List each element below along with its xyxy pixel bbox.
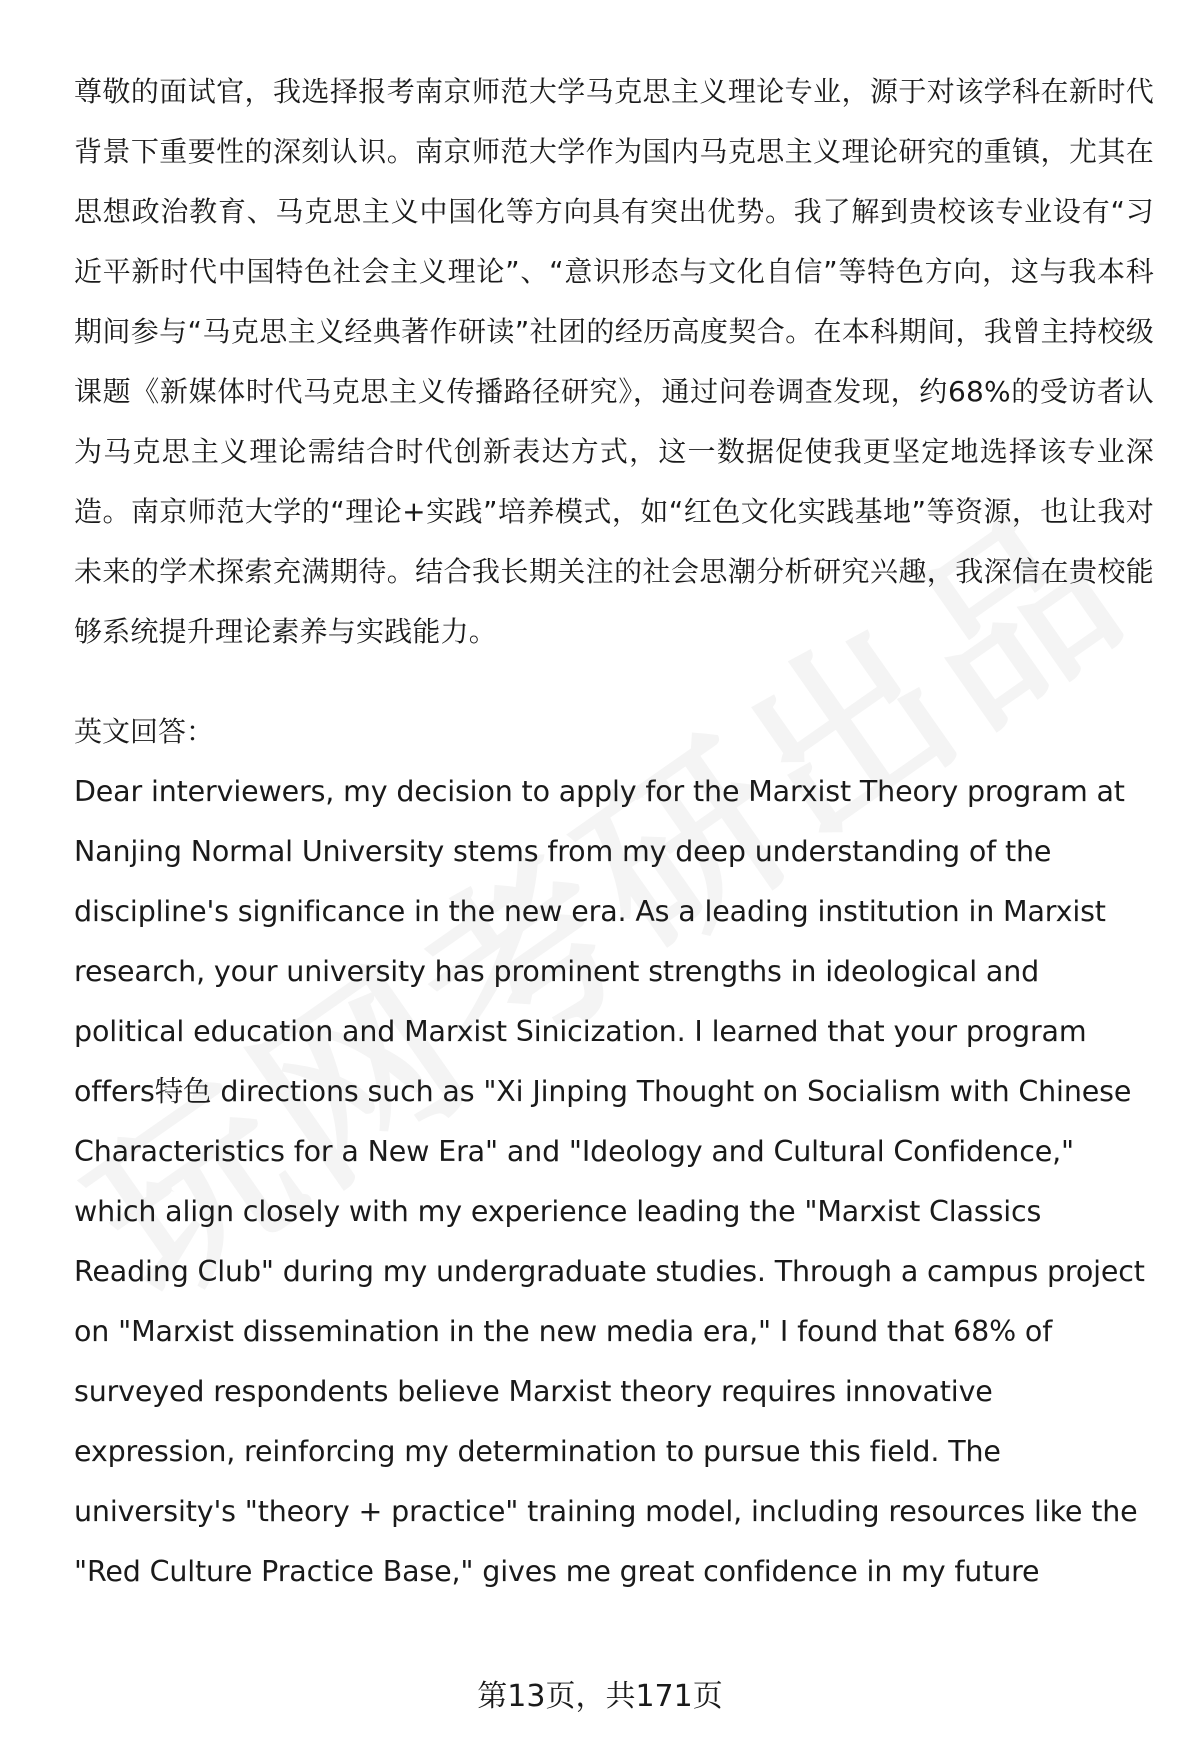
- chinese-answer-paragraph: 尊敬的面试官，我选择报考南京师范大学马克思主义理论专业，源于对该学科在新时代背景下重要性的深刻认识。南京师范大学作为国内马克思主义理论研究的重镇，尤其在思想政治教育、马克思主义中国化等方向具有突出优势。我了解到贵校该专业设有“习近平新时代中国特色社会主义理论”、“意识形态与文化自信”等特色方向，这与我本科期间参与“马克思主义经典著作研读”社团的经历高度契合。在本科期间，我曾主持校级课题《新媒体时代马克思主义传播路径研究》，通过问卷调查发现，约68%的受访者认为马克思主义理论需结合时代创新表达方式，这一数据促使我更坚定地选择该专业深造。南京师范大学的“理论+实践”培养模式，如“红色文化实践基地”等资源，也让我对未来的学术探索充满期待。结合我长期关注的社会思潮分析研究兴趣，我深信在贵校能够系统提升理论素养与实践能力。: [74, 75, 1154, 648]
- english-answer-label: 英文回答：: [74, 715, 215, 748]
- english-answer-paragraph: Dear interviewers, my decision to apply for the Marxist Theory program at Nanjing Normal University stems from my deep understanding of the discipline's significance in the new era. As a leading institution in Marxist research, your university has prominent strengths in ideological and political education and Marxist Sinicization. I learned that your program offers特色 directions such as "Xi Jinping Thought on Socialism with Chinese Characteristics for a New Era" and "Ideology and Cultural Confidence," which align closely with my experience leading the "Marxist Classics Reading Club" during my undergraduate studies. Through a campus project on "Marxist dissemination in the new media era," I found that 68% of surveyed respondents believe Marxist theory requires innovative expression, reinforcing my determination to pursue this field. The university's "theory + practice" training model, including resources like the "Red Culture Practice Base," gives me great confidence in my future: [74, 775, 1145, 1588]
- page-number-footer: 第13页，共171页: [477, 1679, 723, 1714]
- document-body: [74, 62, 1154, 1602]
